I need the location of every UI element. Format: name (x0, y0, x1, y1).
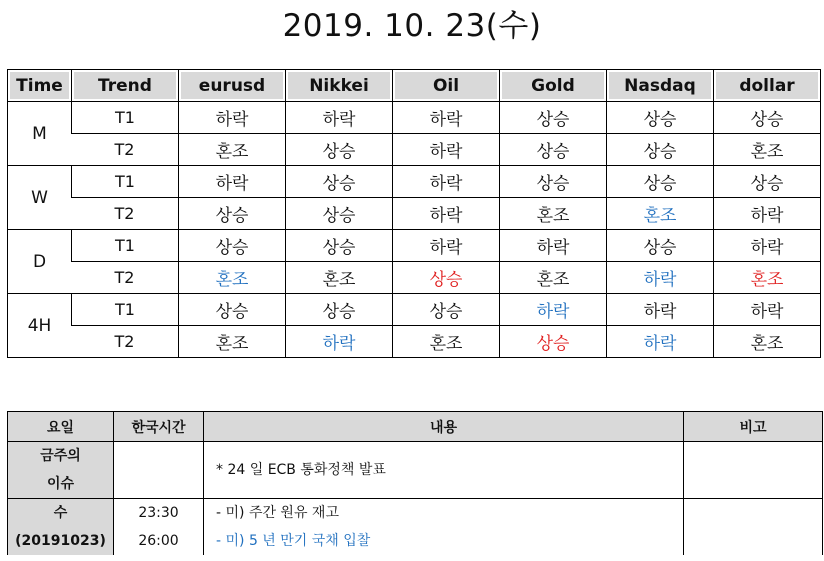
trend-label-cell: T1 (71, 101, 178, 133)
issue-time-cell (113, 441, 203, 498)
trend-cell-gold: 하락 (499, 293, 606, 325)
timeframe-cell: M (8, 101, 71, 165)
column-header-nasdaq: Nasdaq (606, 70, 713, 101)
trend-cell-dollar: 상승 (713, 101, 820, 133)
issue-row (8, 441, 822, 498)
trend-cell-dollar: 하락 (713, 229, 820, 261)
event-content-2: - 미) 5 년 만기 국채 입찰 (216, 533, 371, 549)
column-header-nikkei: Nikkei (285, 70, 392, 101)
trend-label-cell: T2 (71, 261, 178, 293)
column-header-day: 요일 (8, 412, 113, 441)
issue-label-line2: 이슈 (46, 476, 75, 492)
trend-cell-gold: 상승 (499, 165, 606, 197)
trend-cell-oil: 상승 (392, 261, 499, 293)
trend-cell-oil: 상승 (392, 293, 499, 325)
trend-cell-nikkei: 상승 (285, 293, 392, 325)
column-header-gold: Gold (499, 70, 606, 101)
day-content-cell (203, 498, 683, 555)
trend-row (8, 165, 820, 197)
schedule-table (7, 411, 823, 555)
trend-cell-dollar: 혼조 (713, 325, 820, 357)
event-time-1: 23:30 (138, 505, 179, 521)
column-header-eurusd: eurusd (178, 70, 285, 101)
trend-cell-nasdaq: 상승 (606, 229, 713, 261)
day-note-cell (683, 498, 822, 555)
trend-cell-nasdaq: 하락 (606, 261, 713, 293)
timeframe-cell: W (8, 165, 71, 229)
trend-cell-eurusd: 하락 (178, 165, 285, 197)
trend-cell-oil: 하락 (392, 197, 499, 229)
trend-cell-gold: 혼조 (499, 261, 606, 293)
issue-content-cell: * 24 일 ECB 통화정책 발표 (203, 441, 683, 498)
trend-cell-nikkei: 혼조 (285, 261, 392, 293)
trend-row (8, 293, 820, 325)
trend-cell-oil: 하락 (392, 229, 499, 261)
trend-cell-oil: 하락 (392, 133, 499, 165)
trend-cell-nasdaq: 혼조 (606, 197, 713, 229)
trend-cell-gold: 하락 (499, 229, 606, 261)
trend-label-cell: T2 (71, 197, 178, 229)
trend-cell-nikkei: 상승 (285, 133, 392, 165)
page-title: 2019. 10. 23(수) (282, 8, 542, 44)
trend-cell-eurusd: 상승 (178, 293, 285, 325)
trend-cell-nasdaq: 하락 (606, 325, 713, 357)
trend-label-cell: T2 (71, 325, 178, 357)
trend-cell-nikkei: 상승 (285, 197, 392, 229)
trend-cell-nasdaq: 하락 (606, 293, 713, 325)
trend-row (8, 229, 820, 261)
trend-cell-gold: 상승 (499, 101, 606, 133)
trend-cell-gold: 상승 (499, 325, 606, 357)
trend-label-cell: T1 (71, 165, 178, 197)
trend-table-header-row (8, 70, 820, 101)
trend-cell-nikkei: 상승 (285, 165, 392, 197)
trend-cell-eurusd: 하락 (178, 101, 285, 133)
column-header-oil: Oil (392, 70, 499, 101)
schedule-table-header-row (8, 412, 822, 441)
day-time-cell (113, 498, 203, 555)
event-content-1: - 미) 주간 원유 재고 (216, 505, 339, 521)
trend-table (7, 69, 821, 358)
trend-cell-dollar: 하락 (713, 293, 820, 325)
issue-label-line1: 금주의 (40, 448, 81, 464)
trend-cell-nasdaq: 상승 (606, 165, 713, 197)
trend-cell-dollar: 상승 (713, 165, 820, 197)
trend-cell-gold: 상승 (499, 133, 606, 165)
column-header-time: Time (8, 70, 71, 101)
column-header-note: 비고 (683, 412, 822, 441)
trend-cell-nikkei: 상승 (285, 229, 392, 261)
trend-cell-eurusd: 혼조 (178, 261, 285, 293)
trend-cell-oil: 하락 (392, 165, 499, 197)
day-row-label (8, 498, 113, 555)
trend-cell-nasdaq: 상승 (606, 133, 713, 165)
event-time-2: 26:00 (138, 533, 179, 549)
trend-cell-oil: 혼조 (392, 325, 499, 357)
day-label-line2: (20191023) (15, 533, 106, 549)
trend-row (8, 325, 820, 357)
trend-cell-eurusd: 상승 (178, 197, 285, 229)
trend-cell-eurusd: 혼조 (178, 133, 285, 165)
trend-cell-gold: 혼조 (499, 197, 606, 229)
column-header-korea-time: 한국시간 (113, 412, 203, 441)
column-header-dollar: dollar (713, 70, 820, 101)
trend-row (8, 261, 820, 293)
trend-row (8, 101, 820, 133)
day-label-line1: 수 (53, 505, 68, 521)
trend-cell-eurusd: 혼조 (178, 325, 285, 357)
trend-label-cell: T2 (71, 133, 178, 165)
trend-label-cell: T1 (71, 229, 178, 261)
trend-row (8, 133, 820, 165)
trend-cell-eurusd: 상승 (178, 229, 285, 261)
trend-cell-dollar: 혼조 (713, 261, 820, 293)
trend-cell-dollar: 하락 (713, 197, 820, 229)
trend-label-cell: T1 (71, 293, 178, 325)
column-header-trend: Trend (71, 70, 178, 101)
trend-cell-nasdaq: 상승 (606, 101, 713, 133)
trend-cell-nikkei: 하락 (285, 325, 392, 357)
day-row (8, 498, 822, 555)
trend-row (8, 197, 820, 229)
trend-cell-nikkei: 하락 (285, 101, 392, 133)
issue-row-label (8, 441, 113, 498)
timeframe-cell: 4H (8, 293, 71, 357)
trend-cell-oil: 하락 (392, 101, 499, 133)
issue-note-cell (683, 441, 822, 498)
column-header-content: 내용 (203, 412, 683, 441)
timeframe-cell: D (8, 229, 71, 293)
trend-cell-dollar: 혼조 (713, 133, 820, 165)
